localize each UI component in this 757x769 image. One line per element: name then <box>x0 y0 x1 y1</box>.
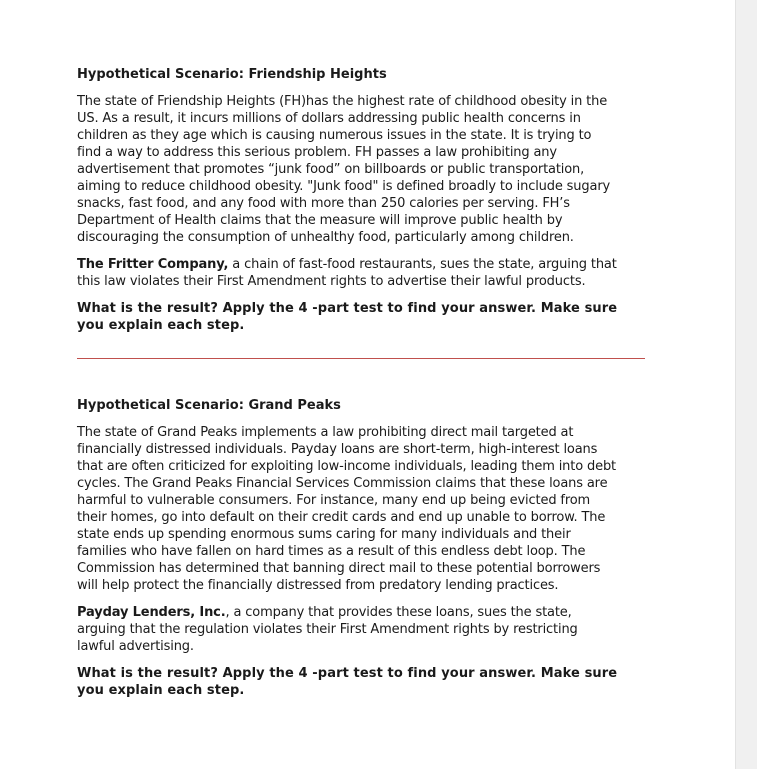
scenario2-party-line: lawful advertising. <box>77 639 194 654</box>
scenario2-body-line: families who have fallen on hard times as a result of this endless debt loop. The <box>77 544 586 559</box>
scenario1-party-name: The Fritter Company, <box>77 257 229 272</box>
scenario1-party-text: a chain of fast-food restaurants, sues the state, arguing that <box>228 257 617 272</box>
scenario1-body-line: discouraging the consumption of unhealthy food, particularly among children. <box>77 230 574 245</box>
scenario1-body-line: US. As a result, it incurs millions of dollars addressing public health concerns in <box>77 111 581 126</box>
scenario2-body-line: their homes, go into default on their credit cards and end up unable to borrow. The <box>77 510 606 525</box>
scenario2-body-line: state ends up spending enormous sums caring for many individuals and their <box>77 527 571 542</box>
scenario1-question-line: you explain each step. <box>77 318 245 333</box>
scenario2-party-name: Payday Lenders, Inc. <box>77 605 226 620</box>
scenario2-body-line: harmful to vulnerable consumers. For instance, many end up being evicted from <box>77 493 591 508</box>
scenario2-body-line: will help protect the financially distressed from predatory lending practices. <box>77 578 559 593</box>
scenario1-body-line: The state of Friendship Heights (FH)has the highest rate of childhood obesity in the <box>77 94 608 109</box>
scenario2-party-paragraph <box>77 604 651 655</box>
scenario2-party-line <box>77 604 651 621</box>
scenario1-party-line <box>77 256 651 273</box>
scenario2-body-line: financially distressed individuals. Payday loans are short-term, high-interest loans <box>77 442 598 457</box>
scenario2-body-line: The state of Grand Peaks implements a law prohibiting direct mail targeted at <box>77 425 574 440</box>
scenario1-party-paragraph <box>77 256 651 290</box>
scenario1-body-line: find a way to address this serious problem. FH passes a law prohibiting any <box>77 145 557 160</box>
scenario1-body-line: advertisement that promotes “junk food” on billboards or public transportation, <box>77 162 585 177</box>
scenario1-body-line: Department of Health claims that the measure will improve public health by <box>77 213 563 228</box>
scenario1-body <box>77 93 651 246</box>
section-divider <box>77 358 645 359</box>
scenario2-body <box>77 424 651 594</box>
scenario1-body-line: aiming to reduce childhood obesity. "Junk food" is defined broadly to include sugary <box>77 179 611 194</box>
scenario2-question-line: What is the result? Apply the 4 -part test to find your answer. Make sure <box>77 666 618 681</box>
scenario2-body-line: that are often criticized for exploiting low-income individuals, leading them into debt <box>77 459 617 474</box>
scenario2-question-line: you explain each step. <box>77 683 245 698</box>
scenario2-body-line: Commission has determined that banning direct mail to these potential borrowers <box>77 561 601 576</box>
scenario2-body-line: cycles. The Grand Peaks Financial Services Commission claims that these loans are <box>77 476 608 491</box>
scenario1-body-line: children as they age which is causing numerous issues in the state. It is trying to <box>77 128 592 143</box>
document-content <box>77 66 651 699</box>
scenario1-question-line: What is the result? Apply the 4 -part test to find your answer. Make sure <box>77 301 618 316</box>
scenario2-party-text: , a company that provides these loans, sues the state, <box>225 605 572 620</box>
scenario2-question <box>77 665 651 699</box>
vertical-scrollbar[interactable] <box>735 0 757 769</box>
scenario2-title: Hypothetical Scenario: Grand Peaks <box>77 398 341 413</box>
scenario1-question <box>77 300 651 334</box>
scenario1-party-line: this law violates their First Amendment rights to advertise their lawful products. <box>77 274 586 289</box>
scenario1-title: Hypothetical Scenario: Friendship Heights <box>77 67 387 82</box>
scenario2-party-line: arguing that the regulation violates their First Amendment rights by restricting <box>77 622 578 637</box>
scenario1-body-line: snacks, fast food, and any food with more than 250 calories per serving. FH’s <box>77 196 570 211</box>
